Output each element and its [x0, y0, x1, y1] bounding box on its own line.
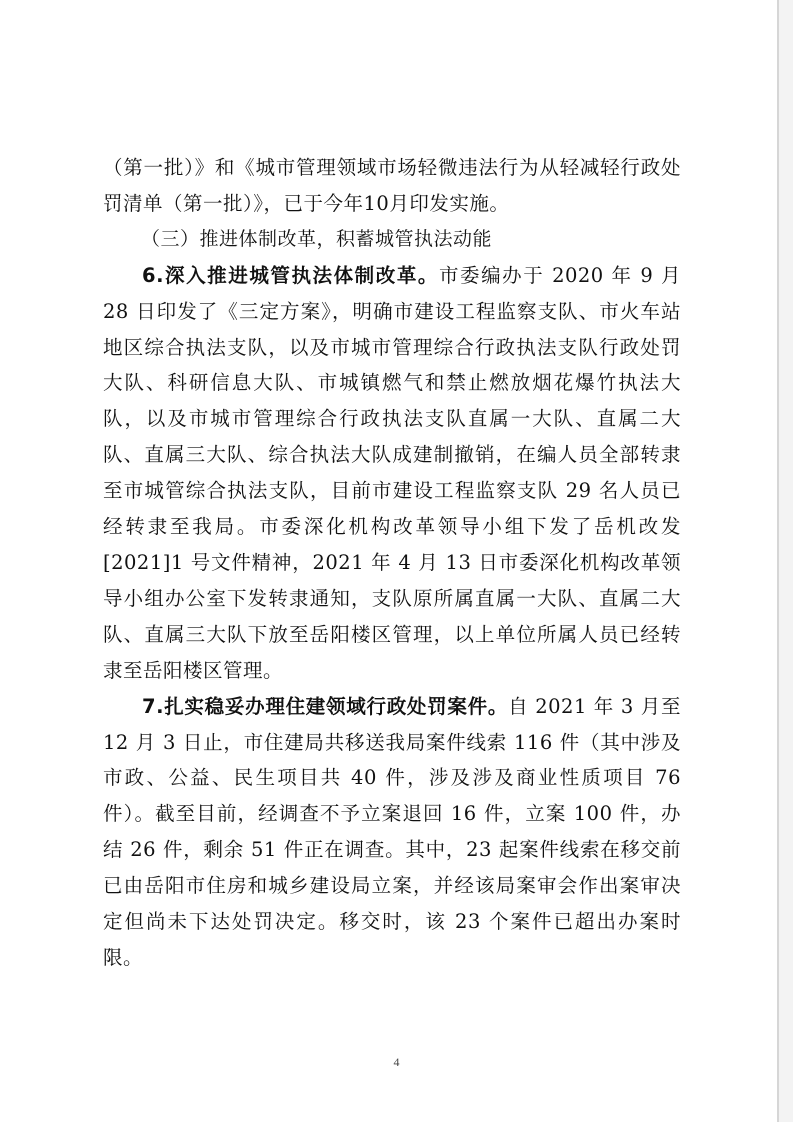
item-6-body: 市委编办于 2020 年 9 月 28 日印发了《三定方案》，明确市建设工程监察支队、市火车站地区综合执法支队，以及市城市管理综合行政执法支队行政处罚大队、科研信息大队、市城镇燃气和禁止燃放烟花爆竹执法大队，以及市城市管理综合行政执法支队直属一大队、直属二大队、直属三大队、综合执法大队成建制撤销，在编人员全部转隶至市城管综合执法支队，目前市建设工程监察支队 29 名人员已经转隶至我局。市委深化机构改革领导小组下发了岳机改发[2021]1 号文件精神，2021 年 4 月 13 日市委深化机构改革领导小组办公室下发转隶通知，支队原所属直属一大队、直属二大队、直属三大队下放至岳阳楼区管理，以上单位所属人员已经转隶至岳阳楼区管理。 — [103, 263, 681, 682]
item-6-lead: 6.深入推进城管执法体制改革。 — [142, 263, 439, 287]
scan-margin — [779, 0, 793, 1122]
section-heading: （三）推进体制改革，积蓄城管执法动能 — [141, 227, 493, 250]
scan-edge-line — [777, 0, 779, 1122]
document-body — [103, 150, 681, 976]
item-7-body: 自 2021 年 3 月至 12 月 3 日止，市住建局共移送我局案件线索 116 件（其中涉及市政、公益、民生项目共 40 件，涉及涉及商业性质项目 76 件）。截至目前，经调查不予立案退回 16 件，立案 100 件，办结 26 件，剩余 51 件正在调查。其中，23 起案件线索在移交前已由岳阳市住房和城乡建设局立案，并经该局案审会作出案审决定但尚未下达处罚决定。移交时，该 23 个案件已超出办案时限。 — [103, 694, 681, 969]
item-7-lead: 7.扎实稳妥办理住建领域行政处罚案件。 — [142, 694, 509, 718]
item-7-paragraph — [103, 689, 681, 976]
page-number: 4 — [393, 1055, 400, 1069]
item-6-paragraph — [103, 258, 681, 689]
continuation-paragraph: （第一批）》和《城市管理领域市场轻微违法行为从轻减轻行政处罚清单（第一批）》，已于今年10月印发实施。 — [103, 156, 681, 215]
